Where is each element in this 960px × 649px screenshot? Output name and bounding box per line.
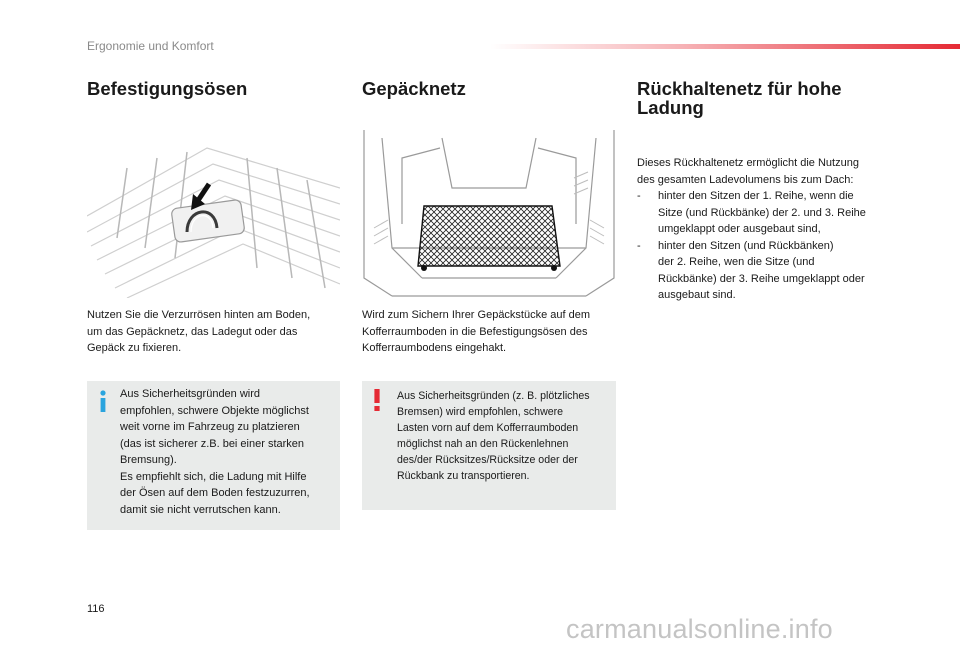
- info-notice-box: [87, 381, 340, 530]
- list-item: [637, 238, 892, 304]
- notice-line: der Ösen auf dem Boden festzuzurren,: [120, 487, 310, 499]
- header-accent-bar: [490, 44, 960, 49]
- text-line: ausgebaut sind.: [658, 289, 736, 301]
- warning-icon: [372, 389, 382, 411]
- text-line: Wird zum Sichern Ihrer Gepäckstücke auf dem: [362, 309, 591, 321]
- title-rueckhaltenetz: [637, 79, 842, 117]
- watermark: carmanualsonline.info: [566, 614, 833, 644]
- info-icon: [98, 390, 108, 412]
- text-line: Sitze (und Rückbänke) der 2. und 3. Reihe: [658, 206, 866, 219]
- title-line: Ladung: [637, 97, 704, 118]
- notice-line: möglichst nah an den Rückenlehnen: [397, 438, 569, 450]
- title-befestigungsoesen: Befestigungsösen: [87, 78, 248, 99]
- notice-line: damit sie nicht verrutschen kann.: [120, 503, 281, 516]
- tie-down-eye-illustration: [87, 128, 340, 298]
- intro-text: [637, 155, 892, 188]
- text-line: des gesamten Ladevolumens bis zum Dach:: [637, 173, 854, 186]
- text-line: um das Gepäcknetz, das Ladegut oder das: [87, 325, 298, 338]
- notice-line: Bremsung).: [120, 454, 177, 466]
- info-notice-text: [120, 386, 310, 518]
- befestigung-text: [87, 307, 310, 357]
- rueckhaltenetz-description: [637, 155, 892, 304]
- gepaecknetz-text: [362, 307, 590, 357]
- notice-line: Rückbank zu transportieren.: [397, 470, 530, 482]
- title-gepaecknetz: Gepäcknetz: [362, 78, 466, 99]
- list-item-text: [658, 238, 865, 304]
- text-line: Kofferraumboden in die Befestigungsösen des: [362, 325, 588, 338]
- luggage-net-illustration: [362, 128, 616, 298]
- list-item: [637, 188, 892, 238]
- list-bullet: -: [637, 239, 641, 252]
- notice-line: (das ist sicherer z.B. bei einer starken: [120, 437, 305, 450]
- notice-line: Bremsen) wird empfohlen, schwere: [397, 406, 564, 418]
- text-line: hinter den Sitzen (und Rückbänken): [658, 239, 834, 252]
- notice-line: empfohlen, schwere Objekte möglichst: [120, 404, 309, 417]
- list-bullet: -: [637, 190, 641, 202]
- text-line: hinter den Sitzen der 1. Reihe, wenn die: [658, 190, 854, 202]
- notice-line: Aus Sicherheitsgründen (z. B. plötzliches: [397, 390, 590, 402]
- notice-line: Es empfiehlt sich, die Ladung mit Hilfe: [120, 470, 307, 483]
- text-line: Dieses Rückhaltenetz ermöglicht die Nutzung: [637, 157, 859, 169]
- notice-line: weit vorne im Fahrzeug zu platzieren: [120, 421, 300, 433]
- header-section-label: Ergonomie und Komfort: [87, 39, 214, 53]
- notice-line: Lasten vorn auf dem Kofferraumboden: [397, 422, 579, 434]
- notice-line: Aus Sicherheitsgründen wird: [120, 388, 261, 400]
- text-line: Kofferraumbodens eingehakt.: [362, 342, 507, 354]
- title-line: Rückhaltenetz für hohe: [637, 78, 842, 99]
- warning-notice-box: [362, 381, 616, 510]
- text-line: Nutzen Sie die Verzurrösen hinten am Boden,: [87, 309, 311, 321]
- text-line: umgeklappt oder ausgebaut sind,: [658, 223, 821, 235]
- text-line: Gepäck zu fixieren.: [87, 342, 182, 354]
- notice-line: des/der Rücksitzes/Rücksitze oder der: [397, 454, 578, 466]
- page-number: 116: [87, 603, 105, 615]
- text-line: der 2. Reihe, wen die Sitze (und: [658, 256, 815, 268]
- text-line: Rückbänke) der 3. Reihe umgeklappt oder: [658, 272, 865, 285]
- list-item-text: [658, 188, 866, 238]
- warning-notice-text: [397, 388, 590, 484]
